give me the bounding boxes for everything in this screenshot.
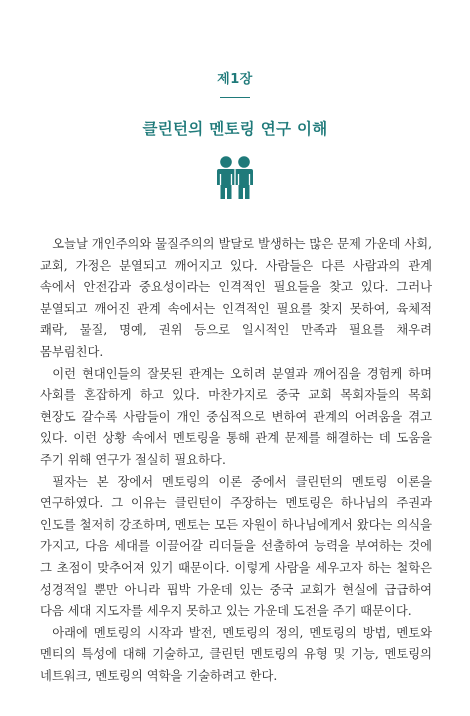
paragraph: 아래에 멘토링의 시작과 발전, 멘토링의 정의, 멘토링의 방법, 멘토와 멘티의 특성에 대해 기술하고, 클린턴 멘토링의 유형 및 기능, 멘토링의 네트워크, 멘토링의 역학을 기술하려고 한다. bbox=[40, 625, 432, 683]
two-people-icon bbox=[214, 155, 256, 199]
paragraph: 필자는 본 장에서 멘토링의 이론 중에서 클린턴의 멘토링 이론을 연구하였다. 그 이유는 클린턴이 주장하는 멘토링은 하나님의 주권과 인도를 철저히 강조하며, 멘토는 모든 자원이 하나님에게서 왔다는 의식을 가지고, 다음 세대를 이끌어갈 리더들을 선출하여 능력을 부여하는 것에 그 초점이 맞추어져 있기 때문이다. 이렇게 사람을 세우고자 하는 철학은 성경적일 뿐만 아니라 핍박 가운데 있는 중국 교회가 현실에 급급하여 다음 세대 지도자를 세우지 못하고 있는 가운데 도전을 주기 때문이다. bbox=[40, 474, 432, 619]
title-divider bbox=[220, 97, 250, 98]
paragraph: 오늘날 개인주의와 물질주의의 발달로 발생하는 많은 문제 가운데 사회, 교회, 가정은 분열되고 깨어지고 있다. 사람들은 다른 사람과의 관계 속에서 안전감과 중요성이라는 인격적인 필요들을 찾고 있다. 그러나 분열되고 깨어진 관계 속에서는 인격적인 필요를 찾지 못하여, 육체적 쾌락, 물질, 명예, 권위 등으로 일시적인 만족과 필요를 채우려 몸부림친다. bbox=[40, 237, 432, 359]
chapter-title: 클린턴의 멘토링 연구 이해 bbox=[142, 120, 328, 138]
chapter-label: 제1장 bbox=[217, 72, 253, 87]
paragraph: 이런 현대인들의 잘못된 관계는 오히려 분열과 깨어짐을 경험케 하며 사회를 혼잡하게 하고 있다. 마찬가지로 중국 교회 목회자들의 목회 현장도 갈수록 사람들이 개인 중심적으로 변하여 관계의 어려움을 겪고 있다. 이런 상황 속에서 멘토링을 통해 관계 문제를 해결하는 데 도움을 주기 위해 연구가 절실히 필요하다. bbox=[40, 366, 432, 467]
chapter-body bbox=[40, 234, 432, 687]
